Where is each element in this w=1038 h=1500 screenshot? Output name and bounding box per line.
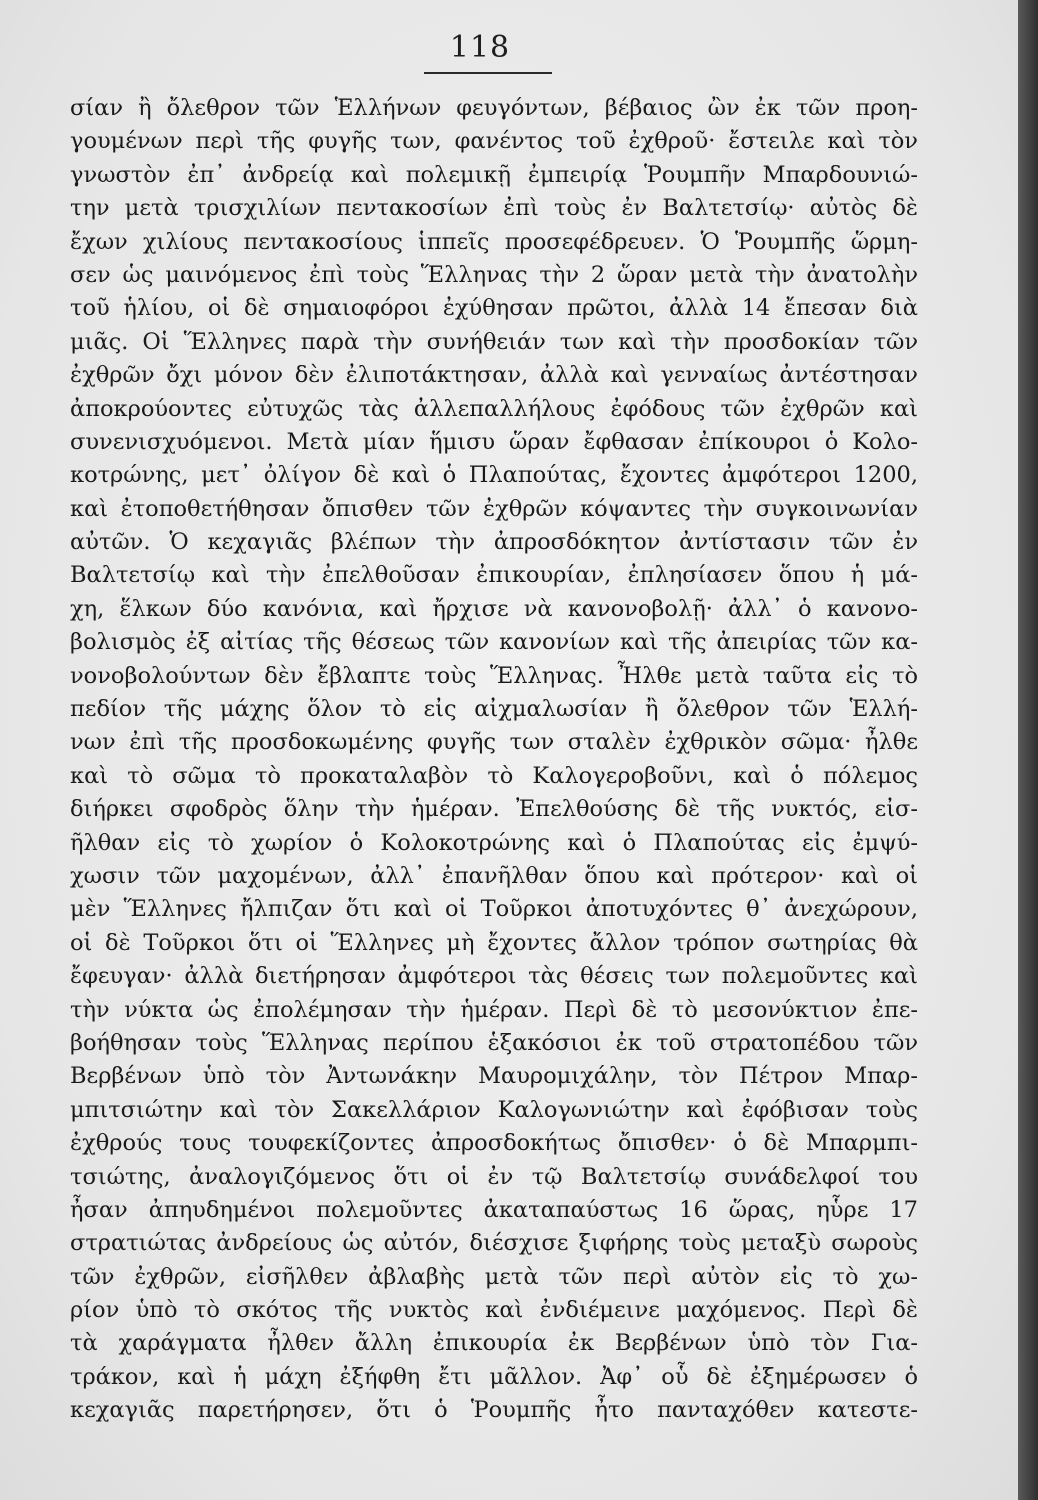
text-line: μὲν Ἕλληνες ἤλπιζαν ὅτι καὶ οἱ Τοῦρκοι ἀποτυχόντες θ᾿ ἀνεχώρουν, <box>70 896 918 923</box>
text-line: συνενισχυόμενοι. Μετὰ μίαν ἥμισυ ὥραν ἔφθασαν ἐπίκουροι ὁ Κολο- <box>70 428 918 455</box>
text-line: τῶν ἐχθρῶν, εἰσῆλθεν ἀβλαβὴς μετὰ τῶν περὶ αὐτὸν εἰς τὸ χω- <box>70 1263 918 1290</box>
text-line: σεν ὡς μαινόμενος ἐπὶ τοὺς Ἕλληνας τὴν 2 ὥραν μετὰ τὴν ἀνατολὴν <box>70 261 918 288</box>
text-line: νονοβολούντων δὲν ἔβλαπτε τοὺς Ἕλληνας. Ἦλθε μετὰ ταῦτα εἰς τὸ <box>70 662 918 689</box>
page-edge-shadow <box>1018 0 1038 1500</box>
text-line: γνωστὸν ἐπ᾿ ἀνδρείᾳ καὶ πολεμικῇ ἐμπειρίᾳ Ῥουμπῆν Μπαρδουνιώ- <box>70 161 918 188</box>
text-line: καὶ ἐτοποθετήθησαν ὄπισθεν τῶν ἐχθρῶν κόψαντες τὴν συγκοινωνίαν <box>70 495 918 522</box>
page-number: 118 <box>449 30 511 65</box>
text-line: την μετὰ τρισχιλίων πεντακοσίων ἐπὶ τοὺς ἐν Βαλτετσίῳ· αὐτὸς δὲ <box>70 195 918 222</box>
text-line: χωσιν τῶν μαχομένων, ἀλλ᾿ ἐπανῆλθαν ὅπου καὶ πρότερον· καὶ οἱ <box>70 862 918 889</box>
text-line: οἱ δὲ Τοῦρκοι ὅτι οἱ Ἕλληνες μὴ ἔχοντες ἄλλον τρόπον σωτηρίας θὰ <box>70 929 918 956</box>
text-line: τοῦ ἡλίου, οἱ δὲ σημαιοφόροι ἐχύθησαν πρῶτοι, ἀλλὰ 14 ἔπεσαν διὰ <box>70 295 918 322</box>
text-line: ἐχθρούς τους τουφεκίζοντες ἀπροσδοκήτως ὄπισθεν· ὁ δὲ Μπαρμπι- <box>70 1130 918 1157</box>
text-line: γουμένων περὶ τῆς φυγῆς των, φανέντος τοῦ ἐχθροῦ· ἔστειλε καὶ τὸν <box>70 128 918 155</box>
text-line: νων ἐπὶ τῆς προσδοκωμένης φυγῆς των σταλὲν ἐχθρικὸν σῶμα· ἦλθε <box>70 729 918 756</box>
text-line: βοήθησαν τοὺς Ἕλληνας περίπου ἑξακόσιοι ἐκ τοῦ στρατοπέδου τῶν <box>70 1029 918 1056</box>
text-line: κεχαγιᾶς παρετήρησεν, ὅτι ὁ Ῥουμπῆς ἦτο πανταχόθεν κατεστε- <box>70 1397 918 1424</box>
text-line: στρατιώτας ἀνδρείους ὡς αὐτόν, διέσχισε ξιφήρης τοὺς μεταξὺ σωροὺς <box>70 1230 918 1257</box>
text-line: τὰ χαράγματα ἦλθεν ἄλλη ἐπικουρία ἐκ Βερβένων ὑπὸ τὸν Για- <box>70 1330 918 1357</box>
text-line: κοτρώνης, μετ᾿ ὀλίγον δὲ καὶ ὁ Πλαπούτας, ἔχοντες ἀμφότεροι 1200, <box>70 462 918 489</box>
text-line: βολισμὸς ἐξ αἰτίας τῆς θέσεως τῶν κανονίων καὶ τῆς ἀπειρίας τῶν κα- <box>70 629 918 656</box>
text-line: ῆλθαν εἰς τὸ χωρίον ὁ Κολοκοτρώνης καὶ ὁ Πλαπούτας εἰς ἐμψύ- <box>70 829 918 856</box>
text-line: μιᾶς. Οἱ Ἕλληνες παρὰ τὴν συνήθειάν των καὶ τὴν προσδοκίαν τῶν <box>70 328 918 355</box>
text-line: τὴν νύκτα ὡς ἐπολέμησαν τὴν ἡμέραν. Περὶ δὲ τὸ μεσονύκτιον ἐπε- <box>70 996 918 1023</box>
text-line: ἔχων χιλίους πεντακοσίους ἱππεῖς προσεφέδρευεν. Ὁ Ῥουμπῆς ὥρμη- <box>70 228 918 255</box>
text-line: ἐχθρῶν ὄχι μόνον δὲν ἐλιποτάκτησαν, ἀλλὰ καὶ γενναίως ἀντέστησαν <box>70 362 918 389</box>
text-line: Βερβένων ὑπὸ τὸν Ἀντωνάκην Μαυρομιχάλην, τὸν Πέτρον Μπαρ- <box>70 1063 918 1090</box>
text-line: Βαλτετσίῳ καὶ τὴν ἐπελθοῦσαν ἐπικουρίαν, ἐπλησίασεν ὅπου ἡ μά- <box>70 562 918 589</box>
text-line: μπιτσιώτην καὶ τὸν Σακελλάριον Καλογωνιώτην καὶ ἐφόβισαν τοὺς <box>70 1096 918 1123</box>
text-line: ἔφευγαν· ἀλλὰ διετήρησαν ἀμφότεροι τὰς θέσεις των πολεμοῦντες καὶ <box>70 963 918 990</box>
text-line: τσιώτης, ἀναλογιζόμενος ὅτι οἱ ἐν τῷ Βαλτετσίῳ συνάδελφοί του <box>70 1163 918 1190</box>
text-line: χη, ἕλκων δύο κανόνια, καὶ ἤρχισε νὰ κανονοβολῇ· ἀλλ᾿ ὁ κανονο- <box>70 595 918 622</box>
text-line: αὐτῶν. Ὁ κεχαγιᾶς βλέπων τὴν ἀπροσδόκητον ἀντίστασιν τῶν ἐν <box>70 529 918 556</box>
text-line: καὶ τὸ σῶμα τὸ προκαταλαβὸν τὸ Καλογεροβοῦνι, καὶ ὁ πόλεμος <box>70 762 918 789</box>
page-number-rule <box>424 72 552 74</box>
text-line: τράκον, καὶ ἡ μάχη ἐξήφθη ἔτι μᾶλλον. Ἀφ᾿ οὗ δὲ ἐξημέρωσεν ὁ <box>70 1363 918 1390</box>
body-text <box>70 92 918 1428</box>
text-line: ρίον ὑπὸ τὸ σκότος τῆς νυκτὸς καὶ ἐνδιέμεινε μαχόμενος. Περὶ δὲ <box>70 1297 918 1324</box>
text-line: σίαν ἢ ὄλεθρον τῶν Ἑλλήνων φευγόντων, βέβαιος ὢν ἐκ τῶν προη- <box>70 95 918 121</box>
text-line: ἦσαν ἀπηυδημένοι πολεμοῦντες ἀκαταπαύστως 16 ὥρας, ηὗρε 17 <box>70 1196 918 1223</box>
text-line: ἀποκρούοντες εὐτυχῶς τὰς ἀλλεπαλλήλους ἐφόδους τῶν ἐχθρῶν καὶ <box>70 395 918 422</box>
text-line: διήρκει σφοδρὸς ὅλην τὴν ἡμέραν. Ἐπελθούσης δὲ τῆς νυκτός, εἰσ- <box>70 796 918 823</box>
text-line: πεδίον τῆς μάχης ὅλον τὸ εἰς αἰχμαλωσίαν ἢ ὄλεθρον τῶν Ἑλλή- <box>70 696 918 723</box>
